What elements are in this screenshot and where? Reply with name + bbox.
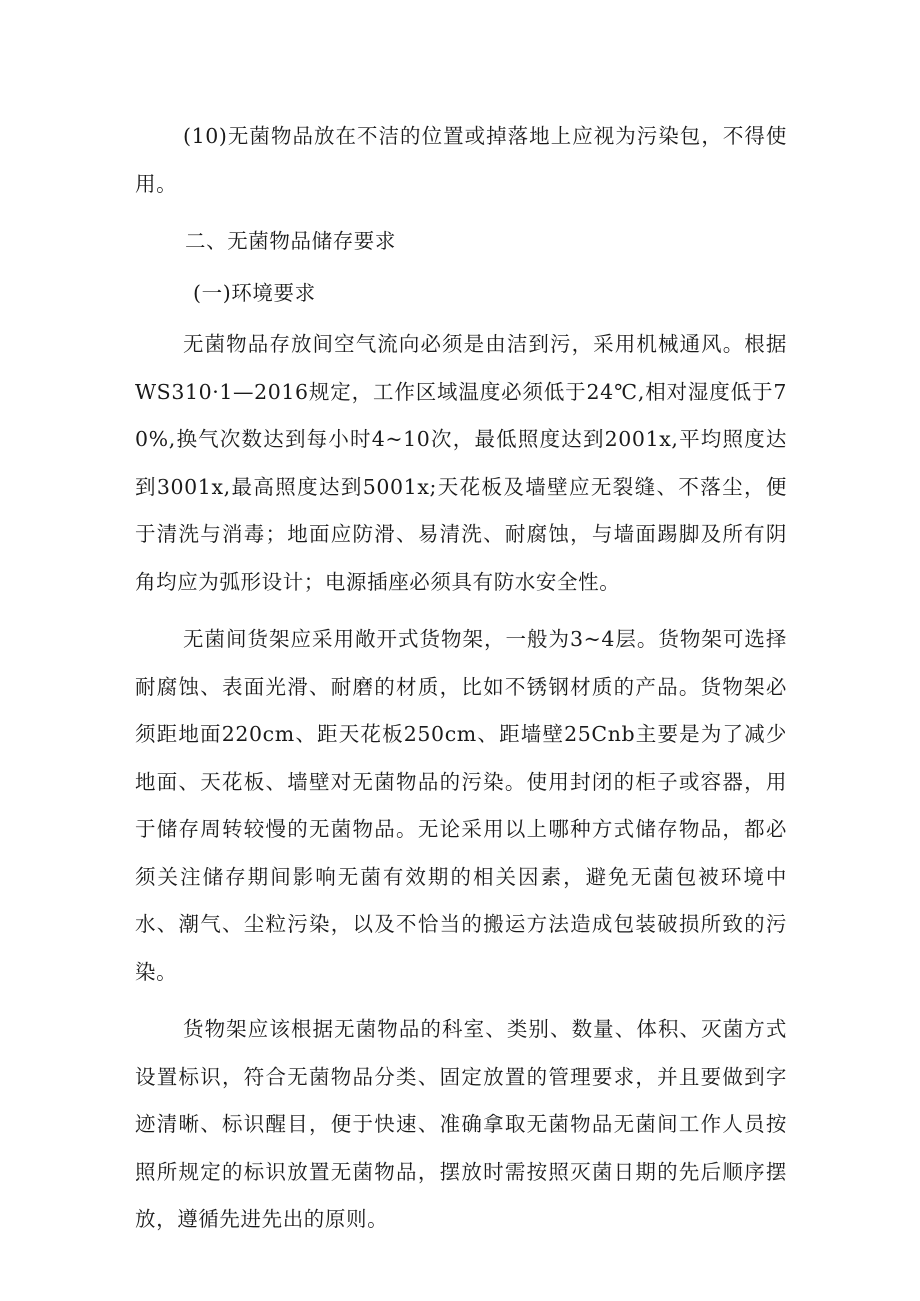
list-item-10: (10)无菌物品放在不洁的位置或掉落地上应视为污染包，不得使用。 xyxy=(135,124,787,196)
paragraph-labeling: 货物架应该根据无菌物品的科室、类别、数量、体积、灭菌方式设置标识，符合无菌物品分类、固定放置的管理要求，并且要做到字迹清晰、标识醒目，便于快速、准确拿取无菌物品无菌间工作人员按照所规定的标识放置无菌物品，摆放时需按照灭菌日期的先后顺序摆放，遵循先进先出的原则。 xyxy=(135,1017,787,1231)
section-heading: 二、无菌物品储存要求 xyxy=(185,229,396,253)
subsection-heading: (一)环境要求 xyxy=(193,280,316,305)
paragraph-shelving: 无菌间货架应采用敞开式货物架，一般为3~4层。货物架可选择耐腐蚀、表面光滑、耐磨的材质，比如不锈钢材质的产品。货物架必须距地面220cm、距天花板250cm、距墙壁25Cnb主要是为了减少地面、天花板、墙壁对无菌物品的污染。使用封闭的柜子或容器，用于储存周转较慢的无菌物品。无论采用以上哪种方式储存物品，都必须关注储存期间影响无菌有效期的相关因素，避免无菌包被环境中水、潮气、尘粒污染，以及不恰当的搬运方法造成包装破损所致的污染。 xyxy=(135,627,787,984)
document-page xyxy=(135,113,787,1244)
paragraph-environment: 无菌物品存放间空气流向必须是由洁到污，采用机械通风。根据WS310·1—2016规定，工作区域温度必须低于24℃,相对湿度低于70%,换气次数达到每小时4~10次，最低照度达到2001x,平均照度达到3001x,最高照度达到5001x;天花板及墙壁应无裂缝、不落尘，便于清洗与消毒；地面应防滑、易清洗、耐腐蚀，与墙面踢脚及所有阴角均应为弧形设计；电源插座必须具有防水安全性。 xyxy=(135,332,787,594)
